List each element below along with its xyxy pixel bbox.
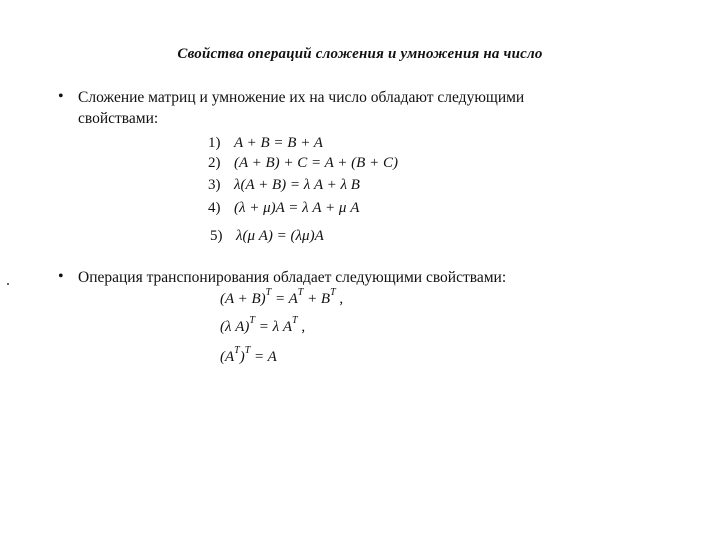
transpose-superscript: T (265, 287, 272, 298)
property-2 (208, 155, 398, 172)
property-number: 5) (210, 228, 223, 244)
stray-dot (7, 283, 9, 285)
transpose-rhs: + B (303, 291, 331, 307)
transpose-superscript: T (234, 345, 240, 356)
transpose-tail: , (335, 291, 344, 307)
transpose-lhs: (A + B) (220, 291, 266, 307)
property-number: 2) (208, 155, 221, 171)
property-5 (210, 228, 324, 245)
transpose-property-2 (220, 315, 306, 336)
slide-title: Свойства операций сложения и умножения на число (177, 46, 543, 62)
bullet-text-1-line-2: свойствами: (78, 110, 159, 127)
bullet-text-2: Операция транспонирования обладает следующими свойствами: (78, 269, 507, 286)
transpose-rhs: = A (250, 349, 277, 365)
transpose-rhs: , (297, 319, 306, 335)
transpose-mid: = λ A (254, 319, 292, 335)
transpose-mid: ) (239, 349, 245, 365)
property-3 (208, 177, 360, 194)
transpose-superscript: T (292, 315, 298, 326)
property-number: 3) (208, 177, 221, 193)
property-4 (208, 200, 359, 217)
transpose-property-3 (220, 345, 277, 366)
property-formula: λ(A + B) = λ A + λ B (234, 177, 360, 193)
transpose-superscript: T (330, 287, 336, 298)
property-number: 4) (208, 200, 221, 216)
property-formula: A + B = B + A (234, 135, 323, 151)
transpose-mid: = A (271, 291, 298, 307)
transpose-superscript: T (244, 345, 251, 356)
bullet-marker: • (58, 88, 64, 105)
transpose-superscript: T (249, 315, 255, 326)
property-1 (208, 135, 323, 152)
property-number: 1) (208, 135, 221, 151)
transpose-lhs: (λ A) (220, 319, 250, 335)
bullet-marker: • (58, 268, 64, 285)
property-formula: (λ + μ)A = λ A + μ A (234, 200, 360, 216)
transpose-superscript: T (297, 287, 304, 298)
transpose-lhs: (A (220, 349, 235, 365)
property-formula: (A + B) + C = A + (B + C) (234, 155, 398, 171)
bullet-text-1-line-1: Сложение матриц и умножение их на число обладают следующими (78, 89, 525, 106)
transpose-property-1 (220, 287, 344, 308)
property-formula: λ(μ A) = (λμ)A (236, 228, 324, 244)
